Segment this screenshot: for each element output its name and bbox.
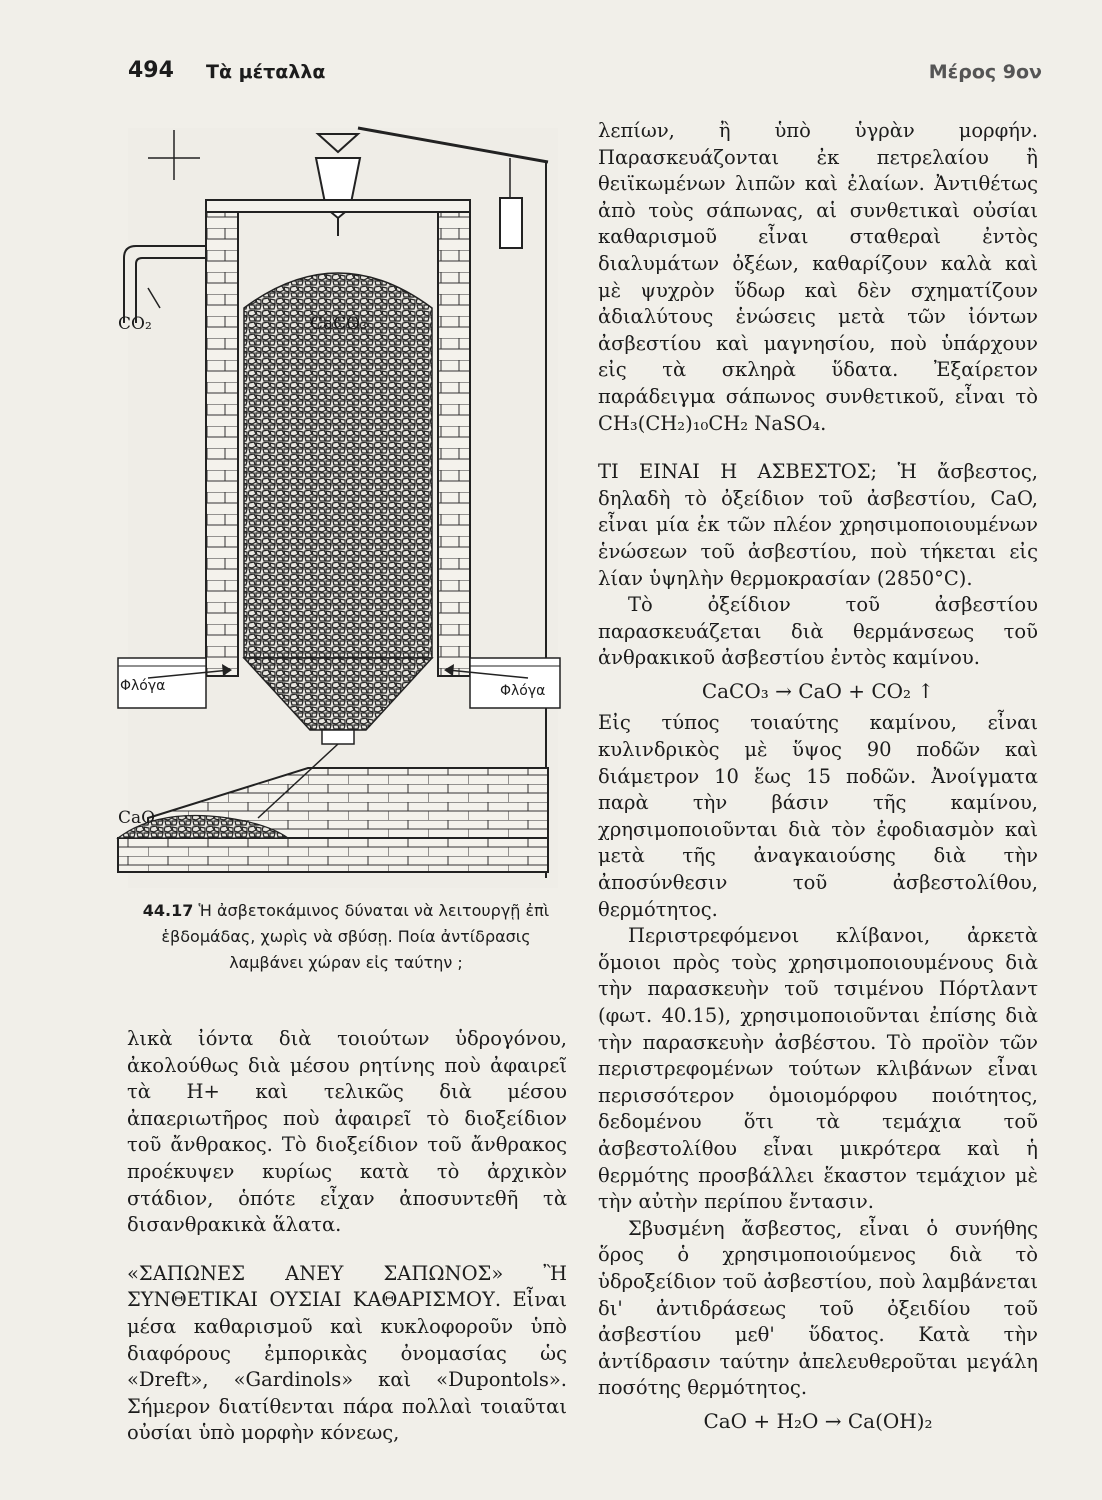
page-number: 494 (128, 58, 174, 83)
flame-label-right: Φλόγα (500, 683, 546, 699)
paragraph: Ἡ ἄσβεστος, δηλαδὴ τὸ ὀξείδιον τοῦ ἀσβεστίου, CaO, εἶναι μία ἐκ τῶν πλέον χρησιμοποιουμένων ἑνώσεων τοῦ ἀσβεστίου, ποὺ τήκεται εἰς λίαν ὑψηλὴν θερμοκρασίαν (2850°C). (598, 460, 1038, 590)
figure-caption-text: Ἡ ἀσβετοκάμινος δύναται νὰ λειτουργῇ ἐπὶ ἑβδομάδας, χωρὶς νὰ σβύσῃ. Ποία ἀντίδρασις λαμβάνει χώραν εἰς ταύτην ; (161, 901, 550, 972)
section-heading-text: «ΣΑΠΩΝΕΣ ΑΝΕΥ ΣΑΠΩΝΟΣ» Ἢ ΣΥΝΘΕΤΙΚΑΙ ΟΥΣΙΑΙ ΚΑΘΑΡΙΣΜΟΥ. (127, 1261, 567, 1312)
caco3-label: CaCO₃ (310, 314, 367, 334)
flame-label-left: Φλόγα (120, 678, 166, 694)
paragraph: λεπίων, ἢ ὑπὸ ὑγρὰν μορφήν. Παρασκευάζονται ἐκ πετρελαίου ἢ θειϊκωμένων λιπῶν καὶ ἐλαίων. Ἀντιθέτως ἀπὸ τοὺς σάπωνας, αἱ συνθετικαὶ οὐσίαι καθαρισμοῦ εἶναι σταθεραὶ ἐντὸς διαλυμάτων ὀξέων, καθαρίζουν καλὰ καὶ μὲ ψυχρὸν ὕδωρ καὶ δὲν σχηματίζουν ἀδιαλύτους ἑνώσεις μετὰ τῶν ἰόντων ἀσβεστίου καὶ μαγνησίου, ποὺ ὑπάρχουν εἰς τὰ σκληρὰ ὕδατα. Ἐξαίρετον παράδειγμα σάπωνος συνθετικοῦ, εἶναι τὸ CH₃(CH₂)₁₀CH₂ NaSO₄. (598, 119, 1038, 435)
figure-number: 44.17 (142, 901, 194, 920)
section-heading-lime (598, 459, 1038, 592)
lime-kiln-figure (108, 118, 568, 898)
paragraph: Τὸ ὀξείδιον τοῦ ἀσβεστίου παρασκευάζεται διὰ θερμάνσεως τοῦ ἀνθρακικοῦ ἀσβεστίου ἐντὸς καμίνου. (598, 593, 1038, 670)
paragraph: Σβυσμένη ἄσβεστος, εἶναι ὁ συνήθης ὅρος ὁ χρησιμοποιούμενος διὰ τὸ ὑδροξείδιον τοῦ ἀσβεστίου, ποὺ λαμβάνεται δι' ἀντιδράσεως τοῦ ὀξειδίου τοῦ ἀσβεστίου μεθ' ὕδατος. Κατὰ τὴν ἀντίδρασιν ταύτην ἀπελευθεροῦται μεγάλη ποσότης θερμότητος. (598, 1216, 1038, 1400)
paragraph: λικὰ ἰόντα διὰ τοιούτων ὑδρογόνου, ἀκολούθως διὰ μέσου ρητίνης ποὺ ἀφαιρεῖ τὰ H+ καὶ τελικῶς διὰ μέσου ἀπαεριωτῆρος ποὺ ἀφαιρεῖ τὸ διοξείδιον τοῦ ἄνθρακος. Τὸ διοξείδιον τοῦ ἄνθρακος προέκυψεν κυρίως κατὰ τὸ ἀρχικὸν στάδιον, ὁπότε εἶχαν ἀποσυντεθῆ τὰ δισανθρακικὰ ἅλατα. (127, 1027, 567, 1237)
paragraph: Περιστρεφόμενοι κλίβανοι, ἀρκετὰ ὅμοιοι πρὸς τοὺς χρησιμοποιουμένους διὰ τὴν παρασκευὴν τοῦ τσιμένου Πόρτλαντ (φωτ. 40.15), χρησιμοποιοῦνται ἐπίσης διὰ τὴν παρασκευὴν ἀσβέστου. Τὸ προϊὸν τῶν περιστρεφομένων τούτων κλιβάνων εἶναι περισσότερον ὁμοιομόρφου ποιότητος, δεδομένου ὅτι τὰ τεμάχια τοῦ ἀσβεστολίθου εἶναι μικρότερα καὶ ἡ θερμότης προσβάλλει ἕκαστον τεμάχιον μὲ τὴν αὐτὴν περίπου ἔντασιν. (598, 924, 1038, 1214)
section-heading-text: ΤΙ ΕΙΝΑΙ Η ΑΣΒΕΣΤΟΣ; (598, 460, 878, 484)
lime-kiln-diagram (108, 118, 568, 898)
paragraph: Εἰς τύπος τοιαύτης καμίνου, εἶναι κυλινδρικὸς μὲ ὕψος 90 ποδῶν καὶ διάμετρον 10 ἕως 15 ποδῶν. Ἀνοίγματα παρὰ τὴν βάσιν τῆς καμίνου, χρησιμοποιοῦνται διὰ τὸν ἐφοδιασμὸν καὶ μετὰ τῆς ἀναγκαιούσης διὰ τὴν ἀποσύνθεσιν τοῦ ἀσβεστολίθου, θερμότητος. (598, 711, 1038, 921)
right-text-column (598, 118, 1038, 1441)
figure-caption (126, 898, 566, 976)
equation-calcination: CaCO₃ → CaO + CO₂ ↑ (701, 678, 935, 703)
co2-label: CO₂ (118, 314, 152, 334)
equation-slaking: CaO + H₂O → Ca(OH)₂ (703, 1408, 933, 1433)
part-label: Μέρος 9ον (928, 61, 1042, 83)
paragraph: Εἶναι μέσα καθαρισμοῦ καὶ κυκλοφοροῦν ὑπὸ διαφόρους ἐμπορικὰς ὀνομασίας ὡς «Dreft», «Gardinols» καὶ «Dupontols». Σήμερον διατίθενται πάρα πολλαὶ τοιαῦται οὐσίαι ὑπὸ μορφὴν κόνεως, (127, 1288, 567, 1445)
section-heading-detergents (127, 1261, 567, 1447)
left-text-column (127, 1026, 567, 1447)
chapter-title: Τὰ μέταλλα (206, 61, 326, 83)
cao-label: CaO (118, 808, 156, 828)
running-header (128, 58, 1042, 92)
